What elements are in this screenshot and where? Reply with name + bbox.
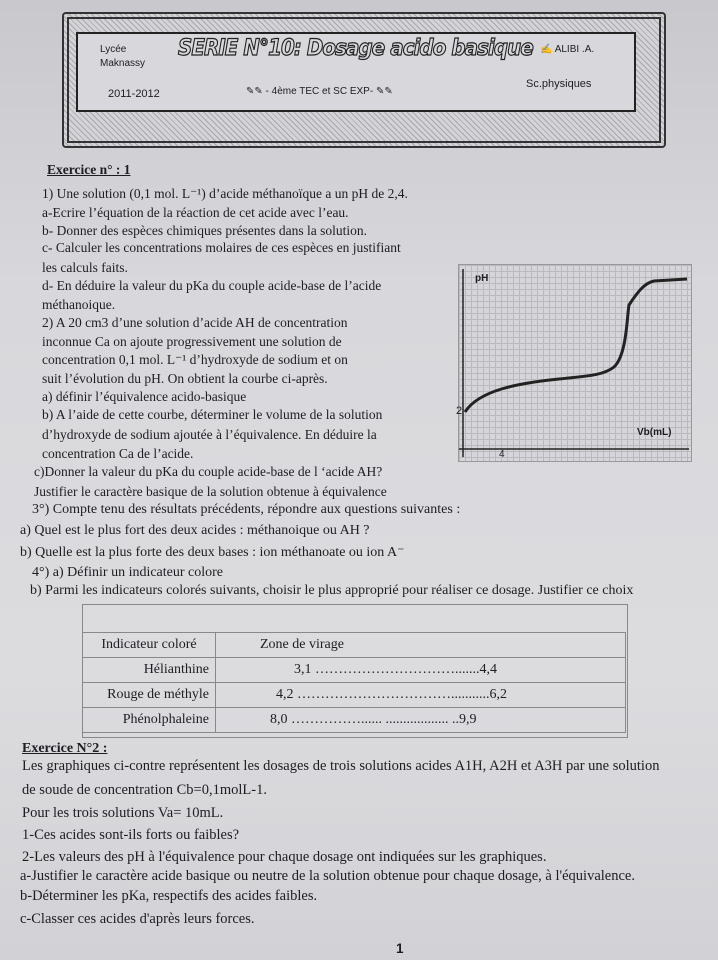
exercise1-line: c- Calculer les concentrations molaires de ces espèces en justifiant: [42, 240, 401, 255]
exercise1-line: méthanoique.: [42, 297, 116, 312]
indicator-name: Hélianthine: [83, 658, 216, 683]
exercise2-line: Pour les trois solutions Va= 10mL.: [22, 805, 224, 821]
exercise2-title: Exercice N°2 :: [22, 741, 108, 756]
exercise1-line: inconnue Ca on ajoute progressivement une solution de: [42, 334, 342, 349]
ph-curve-graph: [458, 264, 692, 462]
exercise1-line: b) Parmi les indicateurs colorés suivants, choisir le plus approprié pour réaliser ce dosage. Justifier ce choix: [30, 583, 634, 598]
author: [540, 44, 594, 55]
exercise1-line: 3°) Compte tenu des résultats précédents, répondre aux questions suivantes :: [32, 502, 461, 517]
exercise1-line: d- En déduire la valeur du pKa du couple acide-base de l’acide: [42, 278, 382, 293]
page-title: SERIE N°10: Dosage acido basique: [178, 36, 533, 61]
exercise1-title: Exercice n° : 1: [47, 162, 131, 177]
school-name-line1: Lycée: [100, 44, 127, 55]
pencil-icon: ✎✎: [246, 86, 266, 97]
exercise2-line: 2-Les valeurs des pH à l'équivalence pour chaque dosage ont indiquées sur les graphiques.: [22, 849, 547, 865]
pencil-icon: ✎✎: [373, 86, 393, 97]
exercise1-line: suit l’évolution du pH. On obtient la courbe ci-après.: [42, 371, 328, 386]
table-header: Zone de virage: [216, 633, 626, 658]
exercise2-line: c-Classer ces acides d'après leurs forces.: [20, 911, 255, 927]
indicator-name: Phénolphaleine: [83, 708, 216, 733]
x-axis-label: Vb(mL): [637, 427, 672, 438]
school-name-line2: Maknassy: [100, 58, 146, 69]
exercise2-line: de soude de concentration Cb=0,1molL-1.: [22, 782, 267, 798]
x-tick-label: 4: [499, 449, 505, 460]
exercise1-line: concentration 0,1 mol. L⁻¹ d’hydroxyde de sodium et on: [42, 352, 348, 367]
exercise1-line: a) Quel est le plus fort des deux acides : méthanoique ou AH ?: [20, 523, 370, 538]
exercise1-line: b- Donner des espèces chimiques présentes dans la solution.: [42, 223, 368, 238]
exercise1-line: Justifier le caractère basique de la solution obtenue à équivalence: [34, 484, 387, 499]
level-text: - 4ème TEC et SC EXP-: [265, 86, 374, 97]
page-number: 1: [396, 941, 404, 956]
level: [246, 86, 393, 97]
exercise1-line: d’hydroxyde de sodium ajoutée à l’équivalence. En déduire la: [42, 427, 377, 442]
table-header: Indicateur coloré: [83, 633, 216, 658]
y-tick-label: 2: [456, 405, 463, 417]
table-row: [83, 708, 626, 733]
exercise1-line: 2) A 20 cm3 d’une solution d’acide AH de concentration: [42, 315, 348, 330]
exercise1-line: c)Donner la valeur du pKa du couple acide-base de l ‘acide AH?: [34, 464, 383, 479]
exercise2-line: 1-Ces acides sont-ils forts ou faibles?: [22, 827, 240, 843]
exercise1-line: a-Ecrire l’équation de la réaction de cet acide avec l’eau.: [42, 205, 349, 220]
indicator-table: [82, 632, 626, 733]
author-name: ALIBI .A.: [554, 44, 595, 55]
y-axis-label: pH: [475, 273, 489, 284]
exercise2-line: a-Justifier le caractère acide basique ou neutre de la solution obtenue pour chaque dosage, à l'équivalence.: [20, 868, 635, 884]
indicator-range: 8,0 ……………...... .................. ..9,9: [216, 708, 626, 733]
pen-hand-icon: ✍: [540, 44, 555, 55]
exercise1-line: concentration Ca de l’acide.: [42, 446, 194, 461]
exercise1-line: b) A l’aide de cette courbe, déterminer le volume de la solution: [42, 407, 383, 422]
exercise1-line: les calculs faits.: [42, 260, 128, 275]
table-row: [83, 683, 626, 708]
indicator-name: Rouge de méthyle: [83, 683, 216, 708]
indicator-range: 3,1 ………………………….......4,4: [216, 658, 626, 683]
school-year: 2011-2012: [108, 88, 160, 100]
header-box: [76, 32, 636, 112]
exercise1-line: b) Quelle est la plus forte des deux bases : ion méthanoate ou ion A⁻: [20, 545, 405, 560]
subject: Sc.physiques: [526, 78, 592, 90]
exercise1-line: a) définir l’équivalence acido-basique: [42, 389, 247, 404]
exercise1-line: 4°) a) Définir un indicateur colore: [32, 565, 224, 580]
table-row: [83, 658, 626, 683]
indicator-range: 4,2 ……………………………...........6,2: [216, 683, 626, 708]
table-header-row: [83, 633, 626, 658]
exercise2-line: Les graphiques ci-contre représentent les dosages de trois solutions acides A1H, A2H et A3H par une solution: [22, 758, 660, 774]
exercise1-line: 1) Une solution (0,1 mol. L⁻¹) d’acide méthanoïque a un pH de 2,4.: [42, 186, 408, 201]
exercise2-line: b-Déterminer les pKa, respectifs des acides faibles.: [20, 888, 318, 904]
ph-curve: [465, 279, 687, 412]
